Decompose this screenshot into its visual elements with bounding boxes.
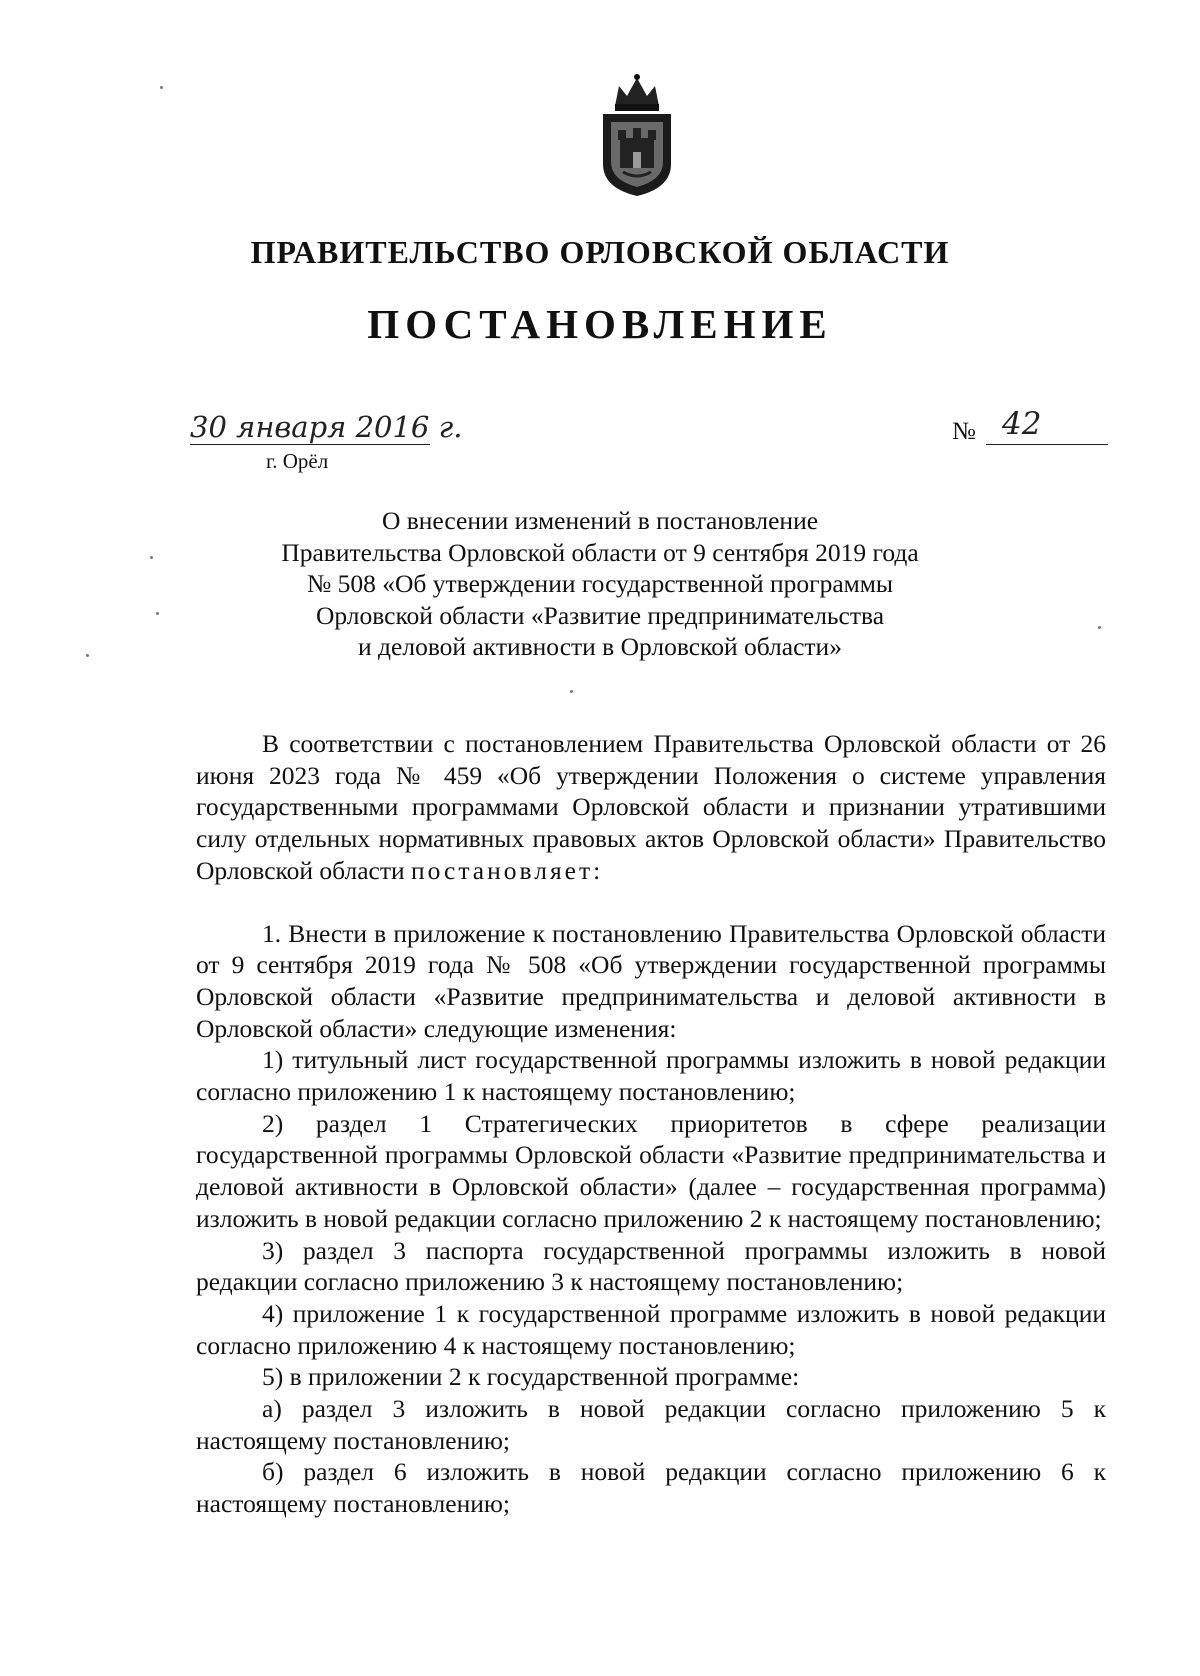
body-paragraph: 2) раздел 1 Стратегических приоритетов в сфере реализации государственной программы Орловской области «Развитие предпринимательства и деловой активности в Орловской области» (далее – государственная программа) изложить в новой редакции согласно приложению 2 к настоящему постановлению; xyxy=(196,1108,1106,1233)
scan-speck xyxy=(86,654,89,657)
body-paragraph: 5) в приложении 2 к государственной программе: xyxy=(262,1362,800,1392)
document-date-handwritten: 30 января 2016 г. xyxy=(190,410,463,444)
document-type-title: ПОСТАНОВЛЕНИЕ xyxy=(367,301,833,347)
subject-line: Правительства Орловской области от 9 сентября 2019 года xyxy=(281,537,919,567)
body-paragraph: а) раздел 3 изложить в новой редакции согласно приложению 5 к настоящему постановлению; xyxy=(196,1394,1106,1455)
document-number-label: № xyxy=(952,418,976,445)
document-subject xyxy=(0,505,1200,663)
subject-line: Орловской области «Развитие предпринимательства xyxy=(315,600,885,630)
preamble-verb: постановляет: xyxy=(411,855,604,885)
preamble-text: В соответствии с постановлением Правительства Орловской области от 26 июня 2023 года № 459 «Об утверждении Положения о системе управления государственными программами Орловской области и признании утратившими силу отдельных нормативных правовых актов Орловской области» Правительство Орловской области xyxy=(196,729,1106,885)
scan-speck xyxy=(160,86,163,89)
body-paragraph: 3) раздел 3 паспорта государственной программы изложить в новой редакции согласно приложению 3 к настоящему постановлению; xyxy=(196,1235,1106,1297)
body-paragraph: 1) титульный лист государственной программы изложить в новой редакции согласно приложению 1 к настоящему постановлению; xyxy=(196,1045,1106,1107)
body-paragraph: 1. Внести в приложение к постановлению Правительства Орловской области от 9 сентября 2019 года № 508 «Об утверждении государственной программы Орловской области «Развитие предпринимательства и деловой активности в Орловской области» следующие изменения: xyxy=(196,918,1106,1043)
scan-speck xyxy=(156,612,159,615)
subject-line: О внесении изменений в постановление xyxy=(381,506,819,535)
body-paragraph: 4) приложение 1 к государственной программе изложить в новой редакции согласно приложению 4 к настоящему постановлению; xyxy=(196,1298,1106,1360)
preamble-paragraph xyxy=(196,728,1106,887)
scan-speck xyxy=(570,690,573,693)
body-paragraph: б) раздел 6 изложить в новой редакции согласно приложению 6 к настоящему постановлению; xyxy=(196,1457,1106,1519)
subject-line: № 508 «Об утверждении государственной программы xyxy=(306,569,894,598)
government-name: ПРАВИТЕЛЬСТВО ОРЛОВСКОЙ ОБЛАСТИ xyxy=(250,234,950,270)
document-number-handwritten: 42 xyxy=(986,404,1108,445)
scan-speck xyxy=(150,556,153,559)
subject-line: и деловой активности в Орловской области» xyxy=(358,632,842,661)
document-body xyxy=(196,728,1106,1520)
scan-speck xyxy=(1098,626,1101,629)
coat-of-arms-icon xyxy=(593,72,681,200)
document-city: г. Орёл xyxy=(266,449,329,473)
